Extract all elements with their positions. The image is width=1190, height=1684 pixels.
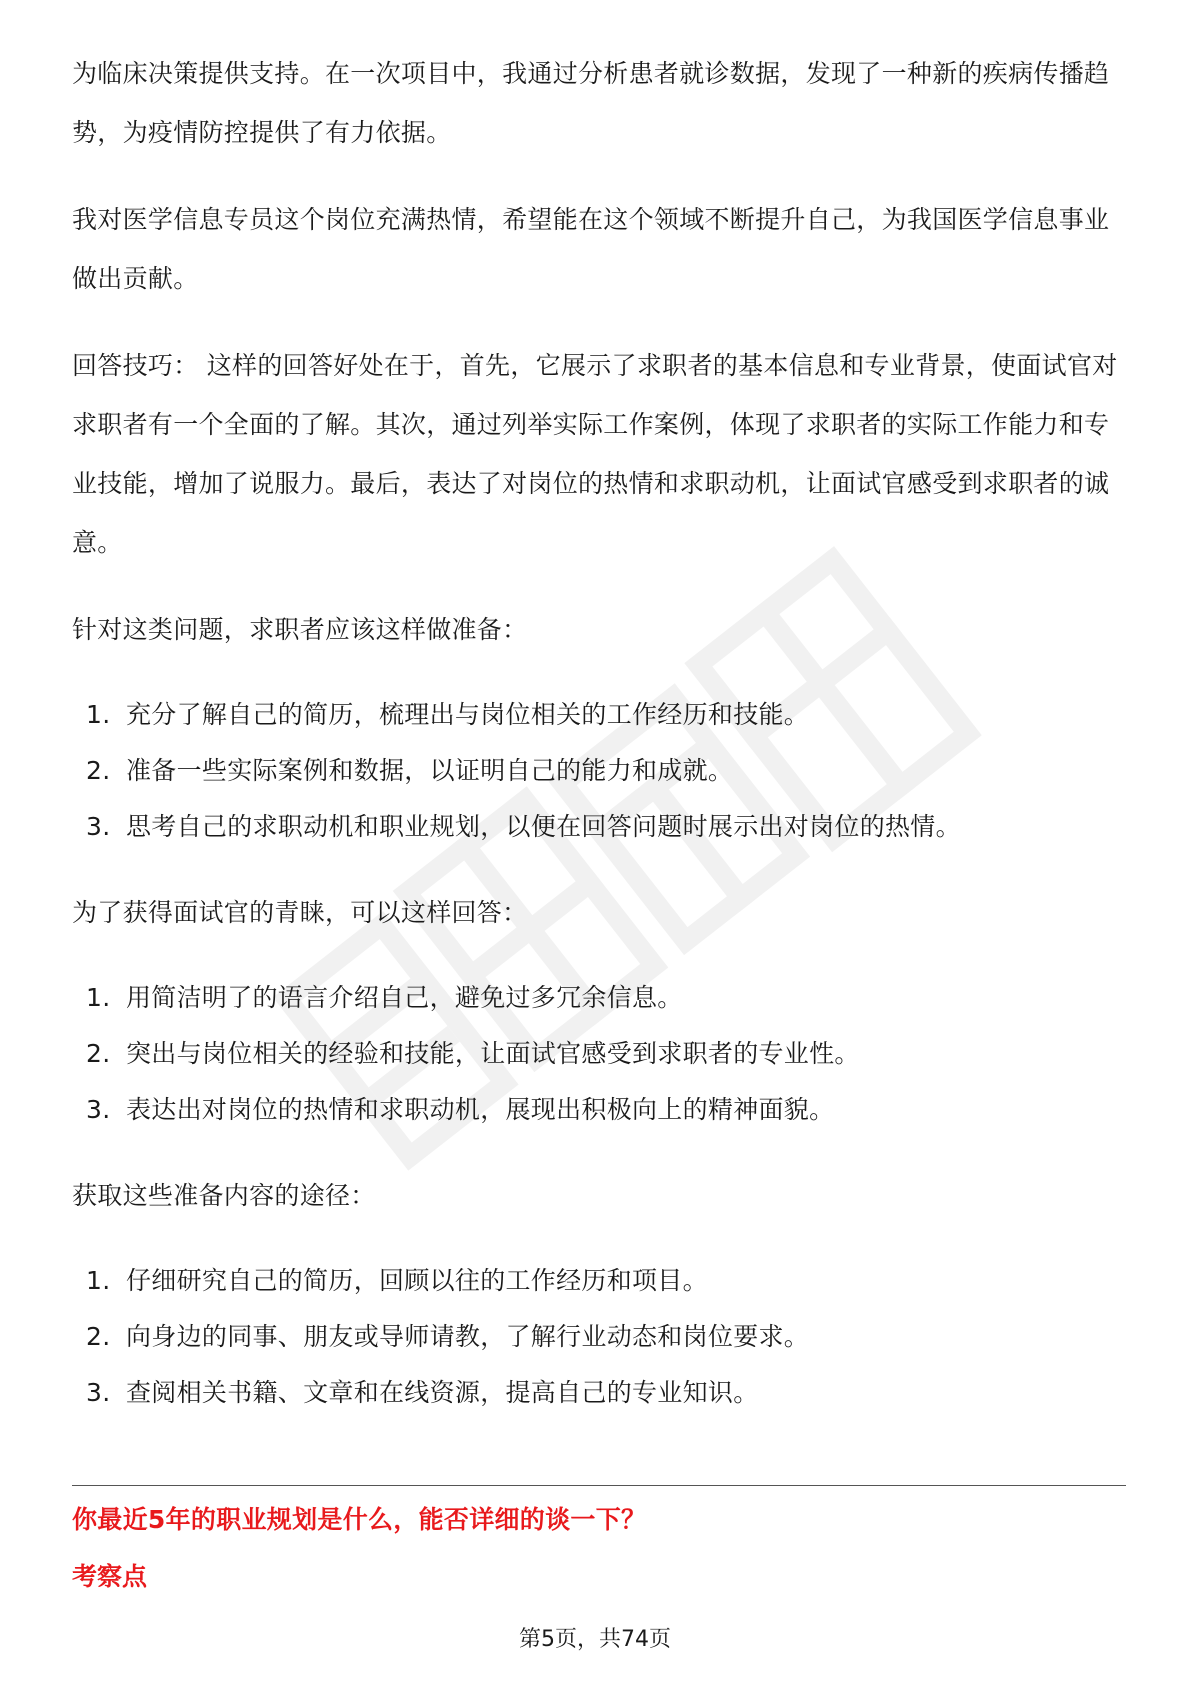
paragraph-2: 我对医学信息专员这个岗位充满热情，希望能在这个领域不断提升自己，为我国医学信息事业做出贡献。 — [72, 205, 1110, 293]
list-number: 2. — [86, 756, 111, 785]
list-item — [72, 970, 1122, 1026]
list-item — [72, 687, 1122, 743]
section-divider — [72, 1485, 1126, 1486]
list-item — [72, 1309, 1122, 1365]
list-number: 1. — [86, 700, 111, 729]
list-item — [72, 1365, 1122, 1421]
list-item-text: 查阅相关书籍、文章和在线资源，提高自己的专业知识。 — [126, 1378, 759, 1407]
list-item — [72, 1253, 1122, 1309]
list-item — [72, 799, 1122, 855]
list-item-text: 向身边的同事、朋友或导师请教，了解行业动态和岗位要求。 — [126, 1322, 810, 1351]
list-item-text: 突出与岗位相关的经验和技能，让面试官感受到求职者的专业性。 — [126, 1039, 860, 1068]
list-item — [72, 1026, 1122, 1082]
list-number: 1. — [86, 1266, 111, 1295]
preparation-list — [72, 687, 1122, 855]
list-item — [72, 743, 1122, 799]
answer-tips-paragraph: 回答技巧： 这样的回答好处在于，首先，它展示了求职者的基本信息和专业背景，使面试官对求职者有一个全面的了解。其次，通过列举实际工作案例，体现了求职者的实际工作能力和专业技能，增加了说服力。最后，表达了对岗位的热情和求职动机，让面试官感受到求职者的诚意。 — [72, 351, 1118, 557]
list-item-text: 仔细研究自己的简历，回顾以往的工作经历和项目。 — [126, 1266, 708, 1295]
next-question-title: 你最近5年的职业规划是什么，能否详细的谈一下？ — [72, 1505, 647, 1534]
section-heading-answer: 为了获得面试官的青睐，可以这样回答： — [72, 898, 528, 927]
list-item-text: 充分了解自己的简历，梳理出与岗位相关的工作经历和技能。 — [126, 700, 810, 729]
list-number: 1. — [86, 983, 111, 1012]
list-item-text: 表达出对岗位的热情和求职动机，展现出积极向上的精神面貌。 — [126, 1095, 835, 1124]
list-item — [72, 1082, 1122, 1138]
section-heading-preparation: 针对这类问题，求职者应该这样做准备： — [72, 615, 528, 644]
list-item-text: 用简洁明了的语言介绍自己，避免过多冗余信息。 — [126, 983, 683, 1012]
list-number: 2. — [86, 1322, 111, 1351]
document-body — [72, 44, 1122, 1449]
section-heading-sources: 获取这些准备内容的途径： — [72, 1181, 376, 1210]
sources-list — [72, 1253, 1122, 1421]
page-footer: 第5页，共74页 — [519, 1627, 671, 1652]
list-item-text: 思考自己的求职动机和职业规划，以便在回答问题时展示出对岗位的热情。 — [126, 812, 961, 841]
list-number: 3. — [86, 1095, 111, 1124]
answer-list — [72, 970, 1122, 1138]
paragraph-1: 为临床决策提供支持。在一次项目中，我通过分析患者就诊数据，发现了一种新的疾病传播趋势，为疫情防控提供了有力依据。 — [72, 59, 1110, 147]
list-number: 3. — [86, 812, 111, 841]
list-number: 2. — [86, 1039, 111, 1068]
list-number: 3. — [86, 1378, 111, 1407]
assessment-points-label: 考察点 — [72, 1562, 148, 1591]
list-item-text: 准备一些实际案例和数据，以证明自己的能力和成就。 — [126, 756, 734, 785]
